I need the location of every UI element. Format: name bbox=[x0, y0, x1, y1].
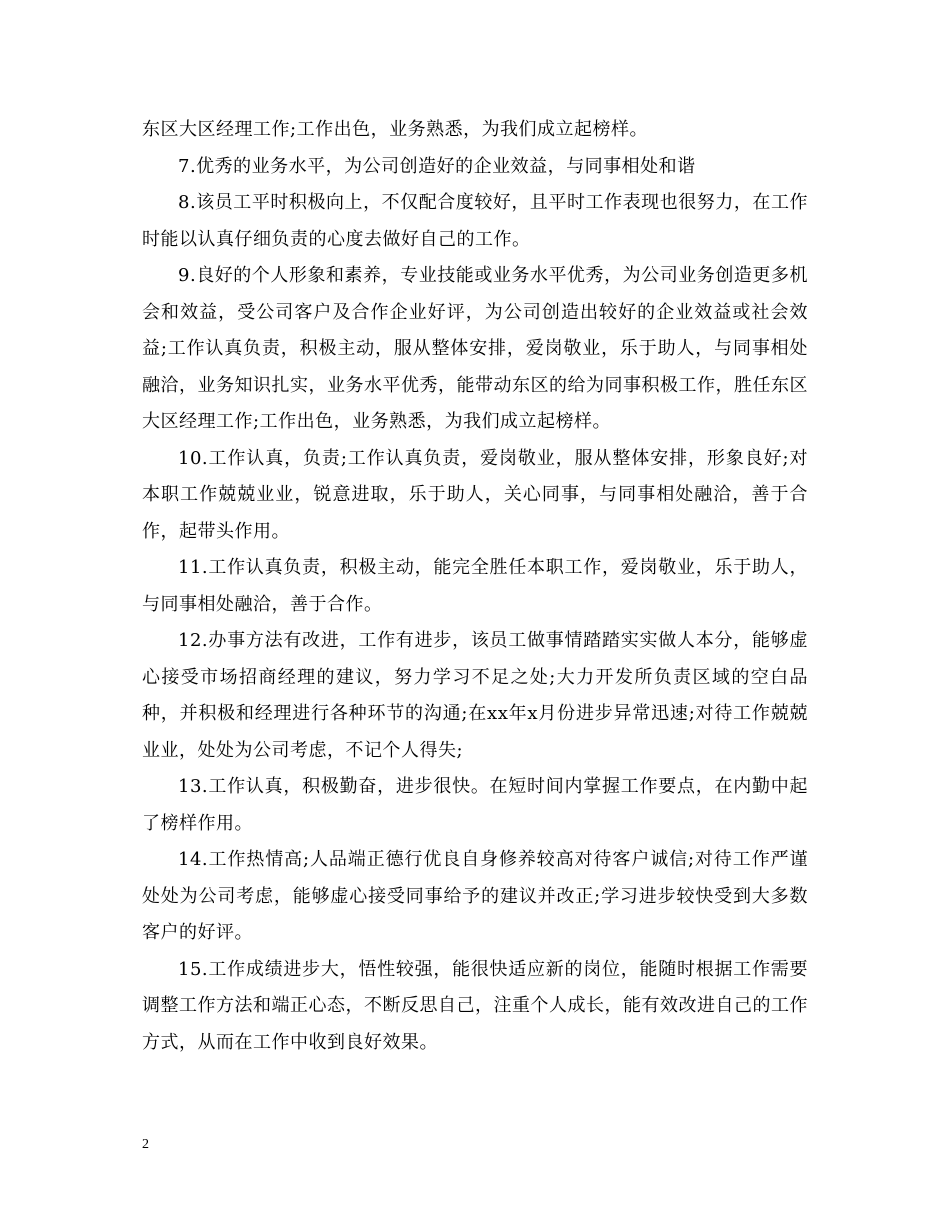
paragraph-item-8: 8.该员工平时积极向上，不仅配合度较好，且平时工作表现也很努力，在工作时能以认真仔细负责的心度去做好自己的工作。 bbox=[142, 192, 808, 250]
paragraph-continuation: 东区大区经理工作;工作出色，业务熟悉，为我们成立起榜样。 bbox=[142, 119, 649, 140]
page-number: 2 bbox=[142, 1137, 149, 1152]
paragraph-item-7: 7.优秀的业务水平，为公司创造好的企业效益，与同事相处和谐 bbox=[178, 155, 696, 177]
paragraph-item-11: 11.工作认真负责，积极主动，能完全胜任本职工作，爱岗敬业，乐于助人，与同事相处融洽，善于合作。 bbox=[142, 557, 808, 615]
paragraph-item-13: 13.工作认真，积极勤奋，进步很快。在短时间内掌握工作要点，在内勤中起了榜样作用。 bbox=[142, 776, 808, 834]
paragraph-item-15: 15.工作成绩进步大，悟性较强，能很快适应新的岗位，能随时根据工作需要调整工作方法和端正心态，不断反思自己，注重个人成长，能有效改进自己的工作方式，从而在工作中收到良好效果。 bbox=[142, 958, 808, 1053]
document-body bbox=[142, 112, 808, 1061]
paragraph-item-10: 10.工作认真，负责;工作认真负责，爱岗敬业，服从整体安排，形象良好;对本职工作兢兢业业，锐意进取，乐于助人，关心同事，与同事相处融洽，善于合作，起带头作用。 bbox=[142, 447, 808, 542]
paragraph-item-14: 14.工作热情高;人品端正德行优良自身修养较高对待客户诚信;对待工作严谨处处为公司考虑，能够虚心接受同事给予的建议并改正;学习进步较快受到大多数客户的好评。 bbox=[142, 849, 808, 943]
paragraph-item-12: 12.办事方法有改进，工作有进步，该员工做事情踏踏实实做人本分，能够虚心接受市场招商经理的建议，努力学习不足之处;大力开发所负责区域的空白品种，并积极和经理进行各种环节的沟通;在xx年x月份进步异常迅速;对待工作兢兢业业，处处为公司考虑，不记个人得失; bbox=[142, 630, 808, 761]
paragraph-item-9: 9.良好的个人形象和素养，专业技能或业务水平优秀，为公司业务创造更多机会和效益，受公司客户及合作企业好评，为公司创造出较好的企业效益或社会效益;工作认真负责，积极主动，服从整体安排，爱岗敬业，乐于助人，与同事相处融洽，业务知识扎实，业务水平优秀，能带动东区的给为同事积极工作，胜任东区大区经理工作;工作出色，业务熟悉，为我们成立起榜样。 bbox=[142, 265, 808, 432]
